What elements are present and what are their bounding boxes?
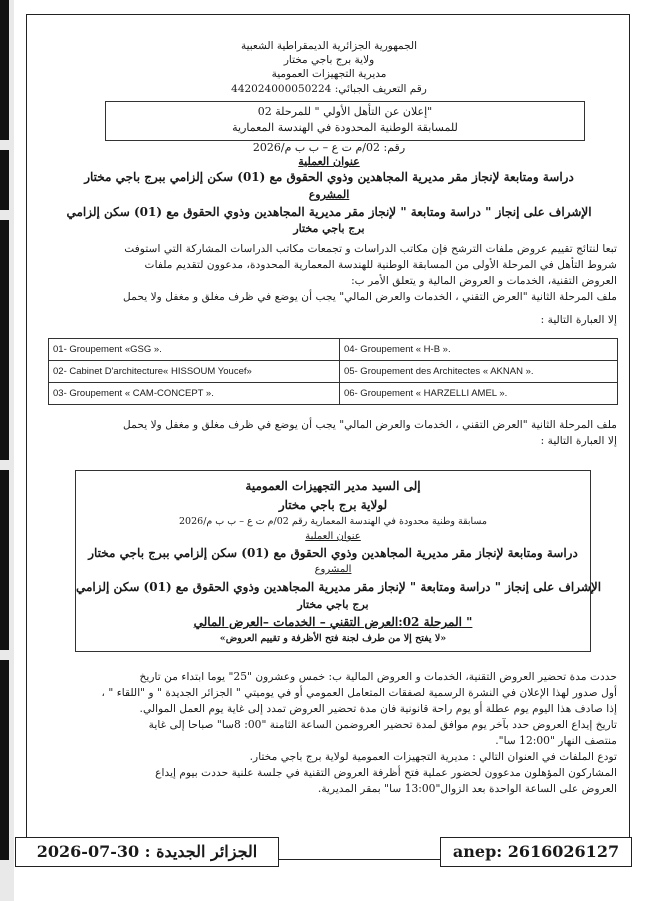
envelope-address-box <box>75 470 602 652</box>
announcement-line-2: للمسابقة الوطنية المحدودة في الهندسة المعمارية <box>232 121 458 134</box>
reference-number: رقم: 02/م ت ع – ب ب م/2026 <box>252 141 406 154</box>
announcement-box <box>105 101 585 141</box>
qualified-groups-table <box>48 338 618 405</box>
project-line-1: الإشراف على إنجاز " دراسة ومتابعة " لإنجاز مقر مديرية المجاهدين وذوي الحقوق مع (01) سكن إلزامي <box>66 205 592 219</box>
address-line-1: إلى السيد مدير التجهيزات العمومية <box>245 479 421 493</box>
project-line-2: برج باجي مختار <box>293 222 365 235</box>
closing-line-2: أول صدور لهذا الإعلان في النشرة الرسمية لصفقات المتعامل العمومي أو في يوميتي " الجزائر الجديدة " و "اللقاء " ، <box>101 686 617 699</box>
closing-line-3: إذا صادف هذا اليوم يوم عطلة أو يوم راحة قانونية فان مدة تحضير العروض تمدد إلى غاية يوم العمل الموالي. <box>139 702 617 715</box>
left-edge-strip <box>0 0 14 901</box>
announcement-line-1: إعلان عن التأهل الأولي " للمرحلة 02" <box>257 105 433 118</box>
address-line-5: دراسة ومتابعة لإنجاز مقر مديرية المجاهدين وذوي الحقوق مع (01) سكن إلزامي ببرج باجي مختار <box>88 546 578 560</box>
address-line-10: «لا يفتح إلا من طرف لجنة فتح الأظرفة و تقييم العروض» <box>219 633 447 644</box>
intro-line-5: إلا العبارة التالية : <box>540 313 617 326</box>
after-table-line-2: إلا العبارة التالية : <box>540 434 617 447</box>
closing-line-7: المشاركون المؤهلون مدعوون لحضور عملية فتح أظرفة العروض التقنية في جلسة علنية حددت بيوم إيداع <box>155 766 617 779</box>
table-row <box>49 339 618 361</box>
wilaya-heading: ولاية برج باجي مختار <box>283 54 375 66</box>
operation-title-label: عنوان العملية <box>298 155 360 168</box>
closing-line-8: العروض على الساعة الواحدة بعد الزوال"13:00 سا" بمقر المديرية. <box>317 782 617 795</box>
group-cell: 05- Groupement des Architectes « AKNAN ». <box>339 361 617 383</box>
table-row <box>49 361 618 383</box>
closing-line-4: تاريخ إيداع العروض حدد بآخر يوم موافق لمدة تحضير العروضمن الساعة الثامنة "00: 8سا" صباحا إلى غاية <box>148 718 617 731</box>
anep-number-box: anep: 2616026127 <box>440 837 632 867</box>
group-cell: 04- Groupement « H-B ». <box>339 339 617 361</box>
project-label: المشروع <box>308 188 350 201</box>
intro-line-1: تبعا لنتائج تقييم عروض ملفات الترشح فإن مكاتب الدراسات و تجمعات مكاتب الدراسات المشاركة التي استوفت <box>124 242 617 255</box>
group-cell: 02- Cabinet D'architecture« HISSOUM Youcef» <box>49 361 340 383</box>
address-line-7: الإشراف على إنجاز " دراسة ومتابعة " لإنجاز مقر مديرية المجاهدين وذوي الحقوق مع (01) سكن إلزامي <box>76 580 602 594</box>
intro-line-3: العروض التقنية، الخدمات و العروض المالية و يتعلق الأمر ب: <box>351 274 617 287</box>
address-line-3: مسابقة وطنية محدودة في الهندسة المعمارية رقم 02/م ت ع – ب ب م/2026 <box>179 516 487 527</box>
address-line-9: المرحلة 02:العرض التقني – الخدمات –العرض المالي " <box>193 615 473 629</box>
address-line-4: عنوان العملية <box>305 531 361 542</box>
newspaper-date-box: الجزائر الجديدة : 30-07-2026 <box>15 837 279 867</box>
notice-page <box>26 14 630 860</box>
group-cell: 01- Groupement «GSG ». <box>49 339 340 361</box>
intro-line-2: شروط التأهل في المرحلة الأولى من المسابقة الوطنية للهندسة المعمارية المحدودة، مدعوون لتقديم ملفات <box>144 258 617 271</box>
address-line-6: المشروع <box>314 564 352 575</box>
directorate-heading: مديرية التجهيزات العمومية <box>271 68 387 80</box>
operation-title: دراسة ومتابعة لإنجاز مقر مديرية المجاهدين وذوي الحقوق مع (01) سكن إلزامي ببرج باجي مختار <box>84 170 574 184</box>
table-row <box>49 383 618 405</box>
group-cell: 06- Groupement « HARZELLI AMEL ». <box>339 383 617 405</box>
address-line-2: لولاية برج باجي مختار <box>278 498 388 512</box>
address-line-8: برج باجي مختار <box>297 598 369 611</box>
tax-id: رقم التعريف الجبائي: 442024000050224 <box>231 83 427 95</box>
closing-line-6: تودع الملفات في العنوان التالي : مديرية التجهيزات العمومية لولاية برج باجي مختار. <box>249 750 617 763</box>
closing-line-1: حددت مدة تحضير العروض التقنية، الخدمات و العروض المالية ب: خمس وعشرون "25" يوما ابتداء من تاريخ <box>139 670 617 683</box>
closing-line-5: منتصف النهار "12:00 سا". <box>495 734 617 747</box>
after-table-line-1: ملف المرحلة الثانية "العرض التقني ، الخدمات والعرض المالي" يجب أن يوضع في ظرف مغلق و مغفل ولا يحمل <box>123 418 617 431</box>
intro-line-4: ملف المرحلة الثانية "العرض التقني ، الخدمات والعرض المالي" يجب أن يوضع في ظرف مغلق و مغفل ولا يحمل <box>123 290 617 303</box>
group-cell: 03- Groupement « CAM-CONCEPT ». <box>49 383 340 405</box>
republic-heading: الجمهورية الجزائرية الديمقراطية الشعبية <box>240 40 418 52</box>
